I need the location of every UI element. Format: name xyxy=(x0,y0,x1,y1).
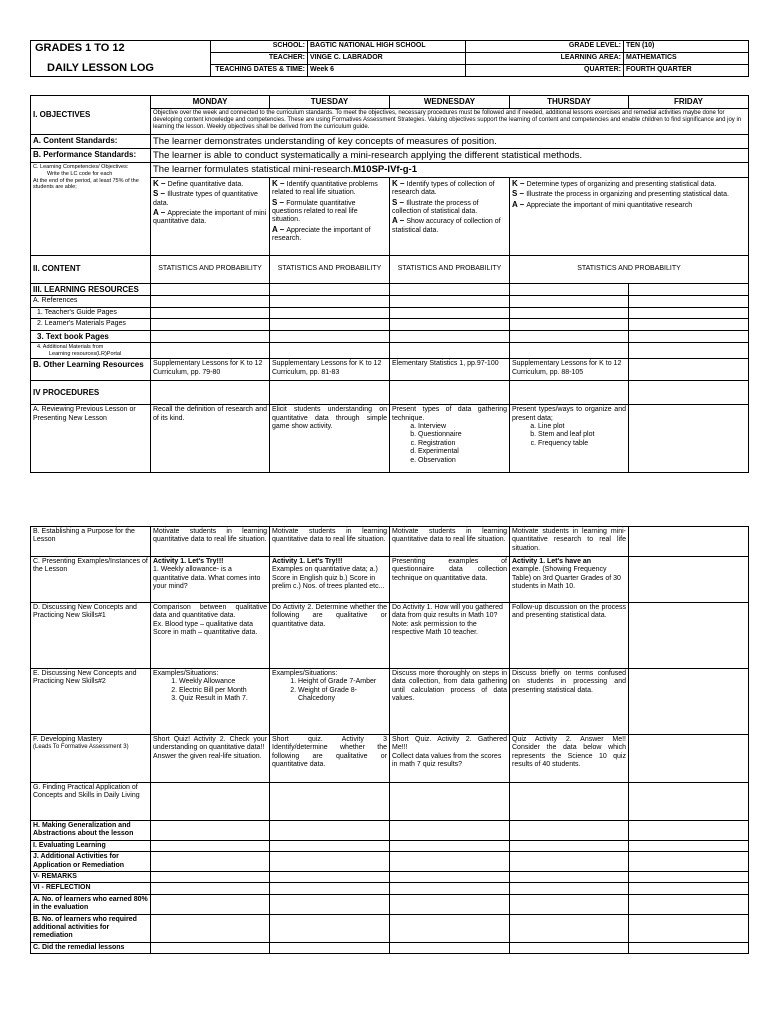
list-item: b. Questionnaire xyxy=(418,431,507,439)
a-text: Appreciate the important of mini quantitative data. xyxy=(153,209,267,226)
discussing-2-monday xyxy=(151,669,270,735)
examples-label: Examples/Situations: xyxy=(272,670,338,677)
mastery-tuesday: Short quiz. Activity 3 Identify/determine whether the following are qualitative or quantitative data. xyxy=(270,735,390,783)
content-monday: STATISTICS AND PROBABILITY xyxy=(151,255,270,283)
gathering-techniques-list xyxy=(392,423,507,465)
s-mark: S – xyxy=(272,197,287,207)
activity-text: Examples on quantitative data; a.) Score in English quiz b.) Score in prelim c.) Nos. of trees planted etc... xyxy=(272,566,385,591)
purpose-monday: Motivate students in learning quantitative data to real life situation. xyxy=(151,527,270,557)
activity-title: Activity 1. Let's Try!!! xyxy=(153,558,224,565)
reflection-a-label: A. No. of learners who earned 80% in the evaluation xyxy=(31,894,151,914)
grade-label: GRADE LEVEL: xyxy=(466,41,624,53)
mastery-monday xyxy=(151,735,270,783)
additional-activities-label: J. Additional Activities for Application or Remediation xyxy=(31,852,151,872)
competency-text: The learner formulates statistical mini-research. xyxy=(153,164,354,176)
teacher-label: TEACHER: xyxy=(211,53,308,65)
title-grades: GRADES 1 TO 12 xyxy=(35,42,125,55)
competency xyxy=(151,163,749,177)
a-mark: A – xyxy=(272,224,287,234)
day-thursday: THURSDAY xyxy=(510,96,629,109)
discussing-1-monday-ex: Ex. Blood type – qualitative data xyxy=(153,620,254,628)
list-item: c. Registration xyxy=(418,440,507,448)
header-table xyxy=(30,40,749,77)
content-wednesday: STATISTICS AND PROBABILITY xyxy=(390,255,510,283)
presenting-monday xyxy=(151,557,270,603)
discussing-1-monday xyxy=(151,603,270,669)
other-resources-label: B. Other Learning Resources xyxy=(31,359,151,381)
area-label: LEARNING AREA: xyxy=(466,53,624,65)
kls-thursday xyxy=(510,177,749,255)
remarks-label: V- REMARKS xyxy=(31,871,151,882)
kls-monday xyxy=(151,177,270,255)
objectives-text: Objective over the week and connected to the curriculum standards. To meet the objectives, necessary procedures must be followed and if needed, additional lessons exercises and remedial activities maybe done for developing content knowledge and competencies. These are using Formatives Assessment Strategies. Valuing objectives support the learning of content and competencies and enable children to find significance and joy in learning the lesson. Weekly objectives shall be derived from the curriculum guide. xyxy=(151,108,749,134)
performance-standards-label: B. Performance Standards: xyxy=(31,148,151,162)
discussing-1-wednesday xyxy=(390,603,510,669)
list-item: 1. Weekly Allowance xyxy=(179,678,267,686)
discussing-1-wednesday-note: Note: ask permission to the respective Math 10 teacher. xyxy=(392,620,478,637)
mastery-wednesday-text2: Collect data values from the scores in math 7 quiz results? xyxy=(392,752,502,769)
examples-list xyxy=(153,678,267,703)
teacher-value: VINGE C. LABRADOR xyxy=(308,53,466,65)
presenting-label: C. Presenting Examples/Instances of the Lesson xyxy=(31,557,151,603)
learners-materials-label: 2. Learner's Materials Pages xyxy=(31,319,151,330)
kls-wednesday xyxy=(390,177,510,255)
discussing-1-monday-text: Comparison between qualitative data and quantitative data. xyxy=(153,604,267,620)
list-item: b. Stem and leaf plot xyxy=(538,431,626,439)
references-label: A. References xyxy=(31,296,151,307)
mastery-thursday: Quiz Activity 2. Answer Me!! Consider the data below which represents the Science 10 quiz results of 40 students. xyxy=(510,735,629,783)
list-item: 1. Height of Grade 7-Amber xyxy=(298,678,387,686)
list-item: d. Experimental xyxy=(418,448,507,456)
review-monday: Recall the definition of research and of its kind. xyxy=(151,405,270,473)
s-text: Illustrate the process in organizing and presenting statistical data. xyxy=(526,191,729,199)
additional-materials-label xyxy=(31,343,151,359)
list-item: 2. Electric Bill per Month xyxy=(179,687,267,695)
review-label: A. Reviewing Previous Lesson or Presenting New Lesson xyxy=(31,405,151,473)
resources-label: III. LEARNING RESOURCES xyxy=(31,283,151,296)
mastery-label-text: F. Developing Mastery xyxy=(33,736,103,743)
day-friday: FRIDAY xyxy=(629,96,749,109)
k-mark: K – xyxy=(272,178,287,188)
content-standards: The learner demonstrates understanding of key concepts of measures of position. xyxy=(151,134,749,148)
application-label: G. Finding Practical Application of Concepts and Skills in Daily Living xyxy=(31,783,151,821)
review-thursday xyxy=(510,405,629,473)
reflection-c-label: C. Did the remedial lessons xyxy=(31,942,151,953)
review-tuesday: Elicit students understanding on quantitative data through simple game show activity. xyxy=(270,405,390,473)
school-label: SCHOOL: xyxy=(211,41,308,53)
k-mark: K – xyxy=(512,178,527,188)
discussing-2-wednesday: Discuss more thoroughly on steps in data collection, from data gathering until calculation process of data values. xyxy=(390,669,510,735)
purpose-thursday: Motivate students in learning mini-quantitative research to real life situation. xyxy=(510,527,629,557)
competency-code: M10SP-IVf-g-1 xyxy=(353,164,417,176)
discussing-1-label: D. Discussing New Concepts and Practicing New Skills#1 xyxy=(31,603,151,669)
a-text: Appreciate the important of mini quantitative research xyxy=(526,201,693,209)
procedures-label: IV PROCEDURES xyxy=(31,381,151,405)
discussing-1-monday-ex2: Score in math – quantitative data. xyxy=(153,629,258,637)
reflection-label: VI - REFLECTION xyxy=(31,883,151,894)
additional-materials-line1: 4. Additional Materials from xyxy=(37,344,104,351)
purpose-wednesday: Motivate students in learning quantitative data to real life situation. xyxy=(390,527,510,557)
mastery-monday-text2: Answer the given real-life situation. xyxy=(153,752,262,760)
s-text: Illustrate types of quantitative data. xyxy=(153,191,258,207)
list-item: 3. Quiz Result in Math 7. xyxy=(179,695,267,703)
mastery-label xyxy=(31,735,151,783)
activity-text: example. (Showing Frequency Table) on 3rd Quarter Grades of 30 students in Math 10. xyxy=(512,566,621,591)
dates-label: TEACHING DATES & TIME: xyxy=(211,65,308,77)
examples-label: Examples/Situations: xyxy=(153,670,219,677)
presenting-tuesday xyxy=(270,557,390,603)
additional-materials-line2: Learning resources(LR)Portal xyxy=(49,350,122,357)
objectives-label: I. OBJECTIVES xyxy=(31,96,151,135)
review-thursday-text: Present types/ways to organize and present data; xyxy=(512,406,626,422)
mastery-wednesday xyxy=(390,735,510,783)
list-item: a. Interview xyxy=(418,423,507,431)
day-wednesday: WEDNESDAY xyxy=(390,96,510,109)
a-text: Appreciate the important of research. xyxy=(272,226,371,243)
activity-title: Activity 1. Let's have an xyxy=(512,558,592,565)
purpose-label: B. Establishing a Purpose for the Lesson xyxy=(31,527,151,557)
k-mark: K – xyxy=(392,178,407,188)
content-thursday: STATISTICS AND PROBABILITY xyxy=(510,255,749,283)
activity-title: Activity 1. Let's Try!!! xyxy=(272,558,343,565)
examples-list xyxy=(272,678,387,703)
s-text: Illustrate the process of collection of statistical data. xyxy=(392,199,479,215)
list-item: e. Observation xyxy=(418,457,507,465)
k-text: Identify types of collection of research data. xyxy=(392,180,495,197)
presenting-thursday xyxy=(510,557,629,603)
k-text: Identify quantitative problems related to real life situation. xyxy=(272,180,378,197)
kls-tuesday xyxy=(270,177,390,255)
day-monday: MONDAY xyxy=(151,96,270,109)
s-text: Formulate quantitative questions related to real life situation. xyxy=(272,199,358,224)
discussing-1-thursday: Follow-up discussion on the process and presenting statistical data. xyxy=(510,603,629,669)
grade-value: TEN (10) xyxy=(624,41,749,53)
s-mark: S – xyxy=(512,189,527,199)
list-item: a. Line plot xyxy=(538,423,626,431)
s-mark: S – xyxy=(392,197,407,207)
a-mark: A – xyxy=(512,199,527,209)
evaluating-label: I. Evaluating Learning xyxy=(31,840,151,851)
reflection-b-label: B. No. of learners who required additional activities for remediation xyxy=(31,914,151,942)
discussing-1-wednesday-text: Do Activity 1. How will you gathered data from quiz results in Math 10? xyxy=(392,604,503,620)
area-value: MATHEMATICS xyxy=(624,53,749,65)
review-wednesday xyxy=(390,405,510,473)
lesson-table-2 xyxy=(30,526,749,954)
content-tuesday: STATISTICS AND PROBABILITY xyxy=(270,255,390,283)
discussing-2-label: E. Discussing New Concepts and Practicing New Skills#2 xyxy=(31,669,151,735)
discussing-1-tuesday: Do Activity 2. Determine whether the following are qualitative or quantitative data. xyxy=(270,603,390,669)
review-wednesday-text: Present types of data gathering technique. xyxy=(392,406,507,422)
a-mark: A – xyxy=(392,216,407,226)
competencies-label: C. Learning Competencies/ Objectives: xyxy=(33,164,129,171)
log-title xyxy=(31,41,211,77)
list-item: c. Frequency table xyxy=(538,440,626,448)
discussing-2-thursday: Discuss briefly on terms confused on students in processing and presenting statistical data. xyxy=(510,669,629,735)
mastery-label-note: (Leads To Formative Assessment 3) xyxy=(33,744,129,751)
activity-text: 1. Weekly allowance- is a quantitative data. What comes into your mind? xyxy=(153,566,261,591)
a-text: Show accuracy of collection of statistical data. xyxy=(392,218,501,234)
other-resources-thursday: Supplementary Lessons for K to 12 Curriculum, pp. 88-105 xyxy=(510,359,629,381)
purpose-tuesday: Motivate students in learning quantitative data to real life situation. xyxy=(270,527,390,557)
discussing-2-tuesday xyxy=(270,669,390,735)
other-resources-tuesday: Supplementary Lessons for K to 12 Curriculum, pp. 81-83 xyxy=(270,359,390,381)
competencies-note: At the end of the period, at least 75% of the students are able; xyxy=(33,177,139,191)
k-mark: K – xyxy=(153,178,168,188)
content-standards-label: A. Content Standards: xyxy=(31,134,151,148)
a-mark: A – xyxy=(153,207,168,217)
title-log: DAILY LESSON LOG xyxy=(47,61,154,74)
mastery-monday-text: Short Quiz! Activity 2. Check your understanding on quantitative data!! xyxy=(153,736,267,752)
lesson-table-1 xyxy=(30,95,749,473)
list-item: 2. Weight of Grade 8-Chalcedony xyxy=(298,687,387,704)
other-resources-monday: Supplementary Lessons for K to 12 Curriculum, pp. 79-80 xyxy=(151,359,270,381)
generalization-label: H. Making Generalization and Abstractions about the lesson xyxy=(31,821,151,841)
competencies-label2: Write the LC code for each xyxy=(47,170,113,177)
k-text: Define quantitative data. xyxy=(167,180,244,188)
day-tuesday: TUESDAY xyxy=(270,96,390,109)
teachers-guide-label: 1. Teacher's Guide Pages xyxy=(31,307,151,318)
s-mark: S – xyxy=(153,189,168,199)
textbook-label: 3. Text book Pages xyxy=(31,330,151,343)
performance-standards: The learner is able to conduct systematically a mini-research applying the different statistical methods. xyxy=(151,148,749,162)
competencies-cell xyxy=(31,163,151,255)
school-value: BAGTIC NATIONAL HIGH SCHOOL xyxy=(308,41,466,53)
present-data-list xyxy=(512,423,626,448)
dates-value: Week 6 xyxy=(308,65,466,77)
mastery-wednesday-text: Short Quiz. Activity 2. Gathered Me!!! xyxy=(392,736,507,752)
presenting-wednesday: Presenting examples of questionnaire data collection technique on quantitative data. xyxy=(390,557,510,603)
quarter-value: FOURTH QUARTER xyxy=(624,65,749,77)
k-text: Determine types of organizing and presenting statistical data. xyxy=(526,180,717,188)
other-resources-wednesday: Elementary Statistics 1, pp.97-100 xyxy=(390,359,510,381)
content-label: II. CONTENT xyxy=(31,255,151,283)
quarter-label: QUARTER: xyxy=(466,65,624,77)
